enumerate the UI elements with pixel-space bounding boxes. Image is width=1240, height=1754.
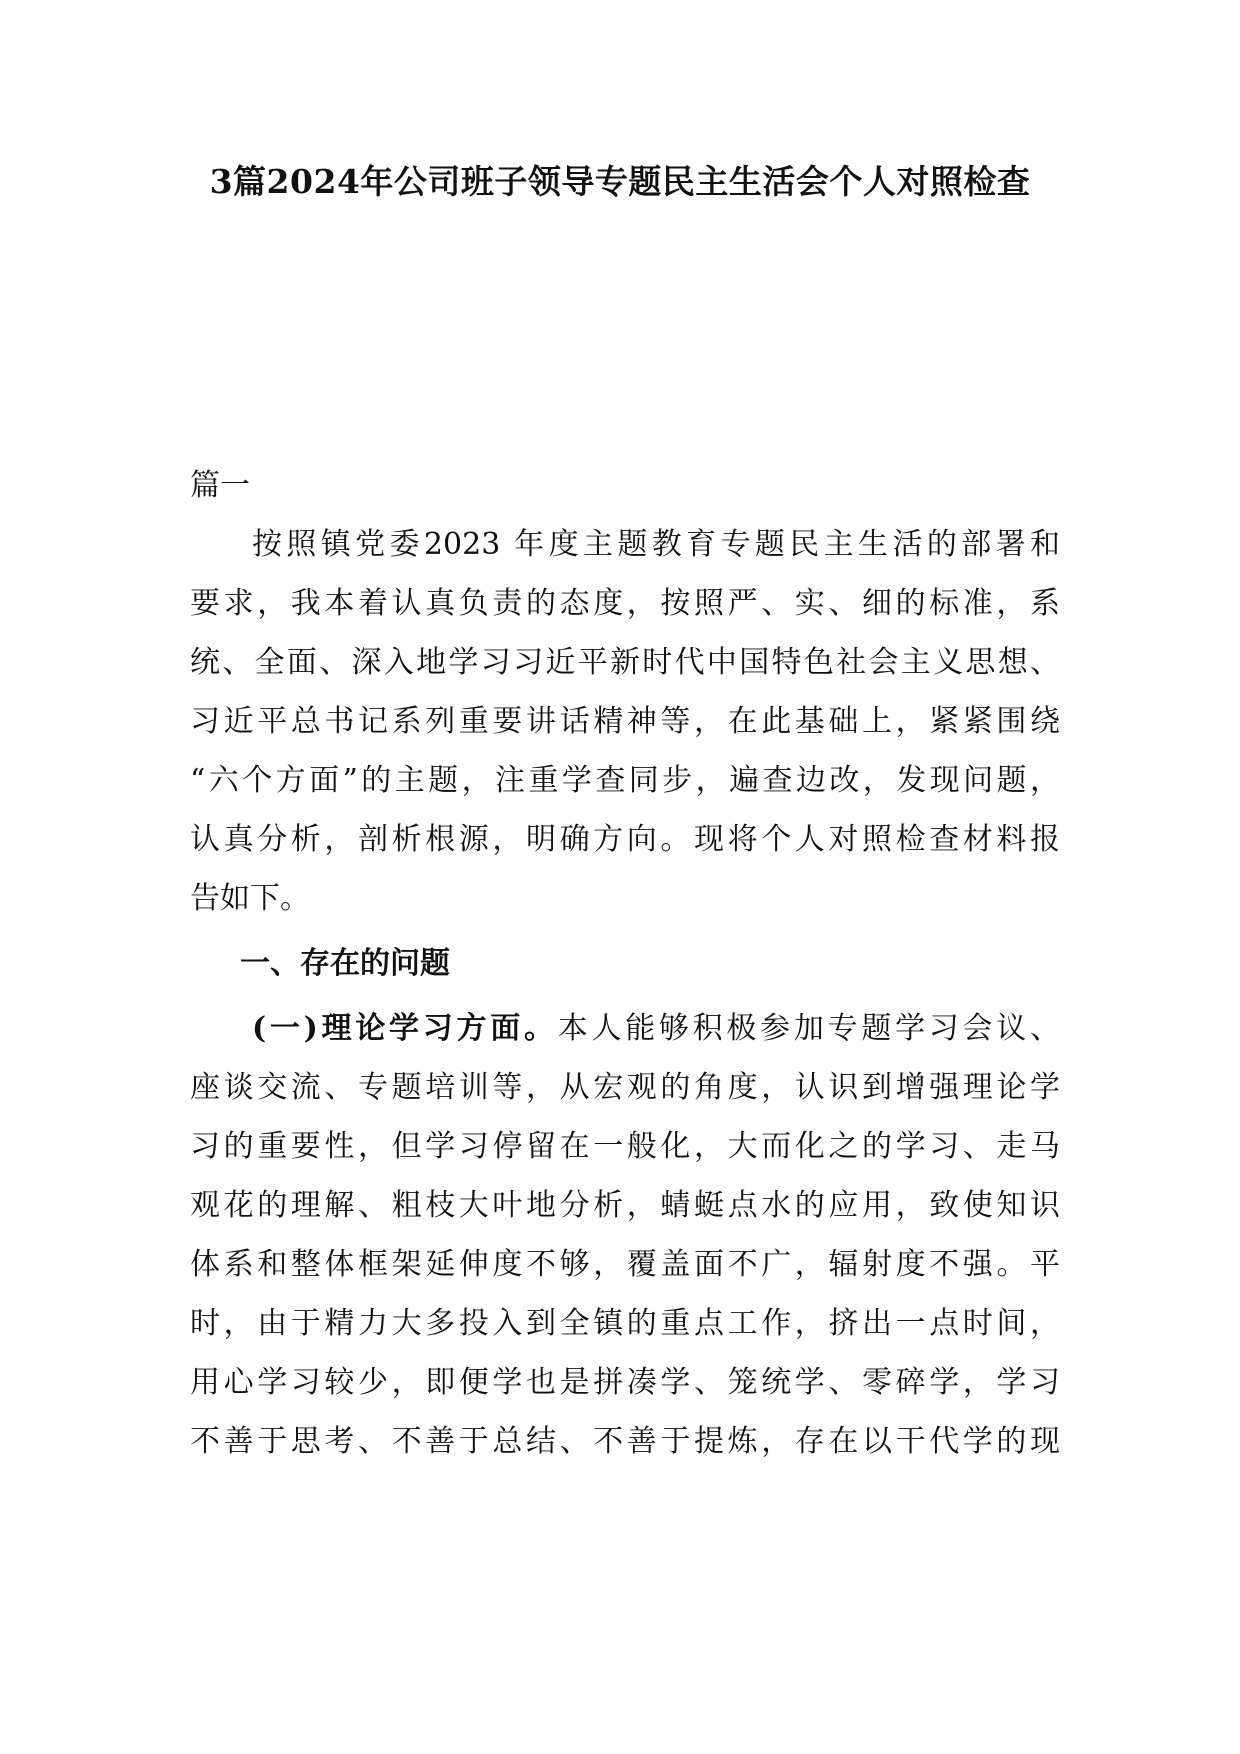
section-label: 篇一	[190, 468, 250, 503]
paragraph-line: 体系和整体框架延伸度不够，覆盖面不广，辐射度不强。平	[190, 1247, 1060, 1282]
intro-line: 要求，我本着认真负责的态度，按照严、实、细的标准，系	[190, 586, 1060, 621]
document-body	[190, 456, 1060, 1471]
intro-line: 按照镇党委2023 年度主题教育专题民主生活的部署和	[252, 527, 1060, 562]
paragraph-line: 不善于思考、不善于总结、不善于提炼，存在以干代学的现	[190, 1424, 1060, 1459]
intro-line: “六个方面”的主题，注重学查同步，遍查边改，发现问题，	[190, 763, 1060, 798]
paragraph-text: 本人能够积极参加专题学习会议、	[557, 1011, 1061, 1046]
document-title: 3篇2024年公司班子领导专题民主生活会个人对照检查	[209, 162, 1031, 201]
paragraph-line: 时，由于精力大多投入到全镇的重点工作，挤出一点时间，	[190, 1306, 1060, 1341]
intro-paragraph	[190, 515, 1060, 928]
intro-line: 统、全面、深入地学习习近平新时代中国特色社会主义思想、	[190, 645, 1060, 680]
intro-line: 认真分析，剖析根源，明确方向。现将个人对照检查材料报	[190, 822, 1060, 857]
paragraph-line: 习的重要性，但学习停留在一般化，大而化之的学习、走马	[190, 1129, 1060, 1164]
intro-line: 习近平总书记系列重要讲话精神等，在此基础上，紧紧围绕	[190, 704, 1060, 739]
paragraph-line: 座谈交流、专题培训等，从宏观的角度，认识到增强理论学	[190, 1070, 1060, 1105]
theory-study-paragraph	[190, 999, 1060, 1471]
paragraph-line: 观花的理解、粗枝大叶地分析，蜻蜓点水的应用，致使知识	[190, 1188, 1060, 1223]
sub-heading: (一)理论学习方面。	[252, 1011, 558, 1046]
paragraph-first-line	[190, 999, 1060, 1058]
section-heading: 一、存在的问题	[240, 946, 450, 981]
paragraph-line: 用心学习较少，即便学也是拼凑学、笼统学、零碎学，学习	[190, 1365, 1060, 1400]
intro-line: 告如下。	[190, 881, 310, 916]
